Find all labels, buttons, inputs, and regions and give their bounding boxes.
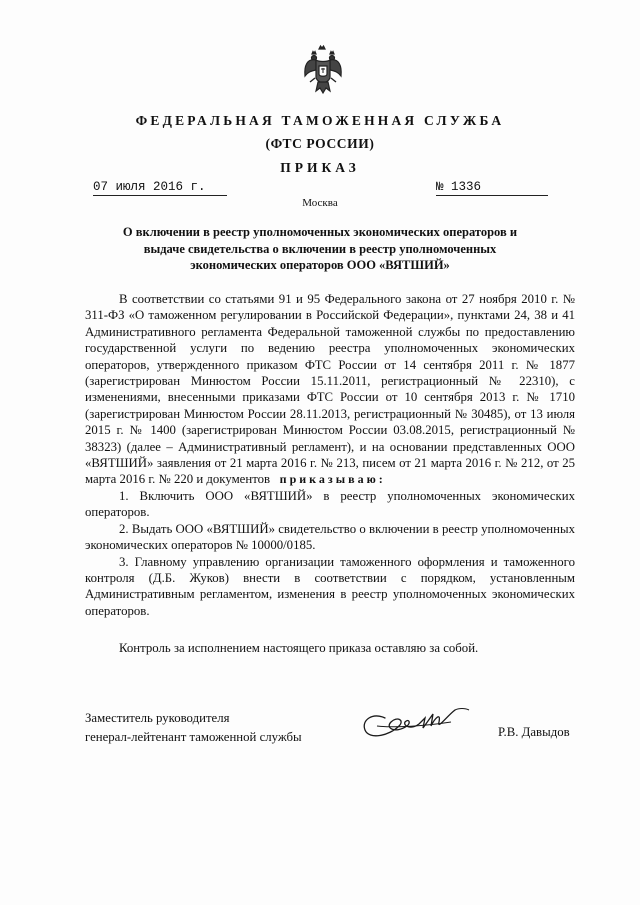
order-item: 2. Выдать ООО «ВЯТШИЙ» свидетельство о включении в реестр уполномоченных экономических операторов № 10000/0185.: [85, 521, 575, 553]
position-line: генерал-лейтенант таможенной службы: [85, 729, 302, 744]
document-type: ПРИКАЗ: [280, 160, 360, 175]
order-item: 1. Включить ООО «ВЯТШИЙ» в реестр уполномоченных экономических операторов.: [85, 488, 575, 520]
preamble-paragraph: [85, 291, 575, 488]
agency-abbreviation: (ФТС РОССИИ): [265, 136, 375, 151]
double-headed-eagle-icon: [303, 44, 343, 96]
document-date: 07 июля 2016 г.: [93, 180, 227, 196]
order-word: приказываю:: [279, 472, 386, 487]
order-item: 3. Главному управлению организации таможенного оформления и таможенного контроля (Д.Б. Жуков) внести в соответствии с порядком, установленным Административным регламентом, изменения в реестр уполномоченных экономических операторов.: [85, 554, 575, 618]
signatory-position: [85, 709, 302, 746]
position-line: Заместитель руководителя: [85, 711, 230, 725]
agency-name: ФЕДЕРАЛЬНАЯ ТАМОЖЕННАЯ СЛУЖБА: [135, 113, 505, 128]
document-body: [85, 291, 575, 619]
signatory-name: Р.В. Давыдов: [498, 725, 570, 739]
document-number: № 1336: [436, 180, 548, 196]
preamble-text: В соответствии со статьями 91 и 95 Федерального закона от 27 ноября 2010 г. № 311-ФЗ «О таможенном регулировании в Российской Федерации», пунктами 24, 38 и 41 Административного регламента Федеральной таможенной службы по предоставлению государственной услуги по ведению реестра уполномоченных экономических операторов, утвержденного приказом ФТС России от 14 сентября 2011 г. № 1877 (зарегистрирован Минюстом России 15.11.2011, регистрационный № 22310), с изменениями, внесенными приказами ФТС России от 10 сентября 2013 г. № 1710 (зарегистрирован Минюстом России 28.11.2013, регистрационный № 30485), от 13 июля 2015 г. № 1400 (зарегистрирован Минюстом России 03.08.2015, регистрационный № 38323) (далее – Административный регламент), и на основании представленных ООО «ВЯТШИЙ» заявления от 21 марта 2016 г. № 213, писем от 21 марта 2016 г. № 212, от 25 марта 2016 г. № 220 и документов: [85, 292, 575, 487]
control-statement: Контроль за исполнением настоящего приказа оставляю за собой.: [119, 641, 479, 655]
handwritten-signature-icon: [355, 696, 480, 746]
document-city: Москва: [302, 197, 338, 209]
document-title: О включении в реестр уполномоченных экономических операторов и выдаче свидетельства о включении в реестр уполномоченных экономических операторов ООО «ВЯТШИЙ»: [122, 225, 518, 272]
